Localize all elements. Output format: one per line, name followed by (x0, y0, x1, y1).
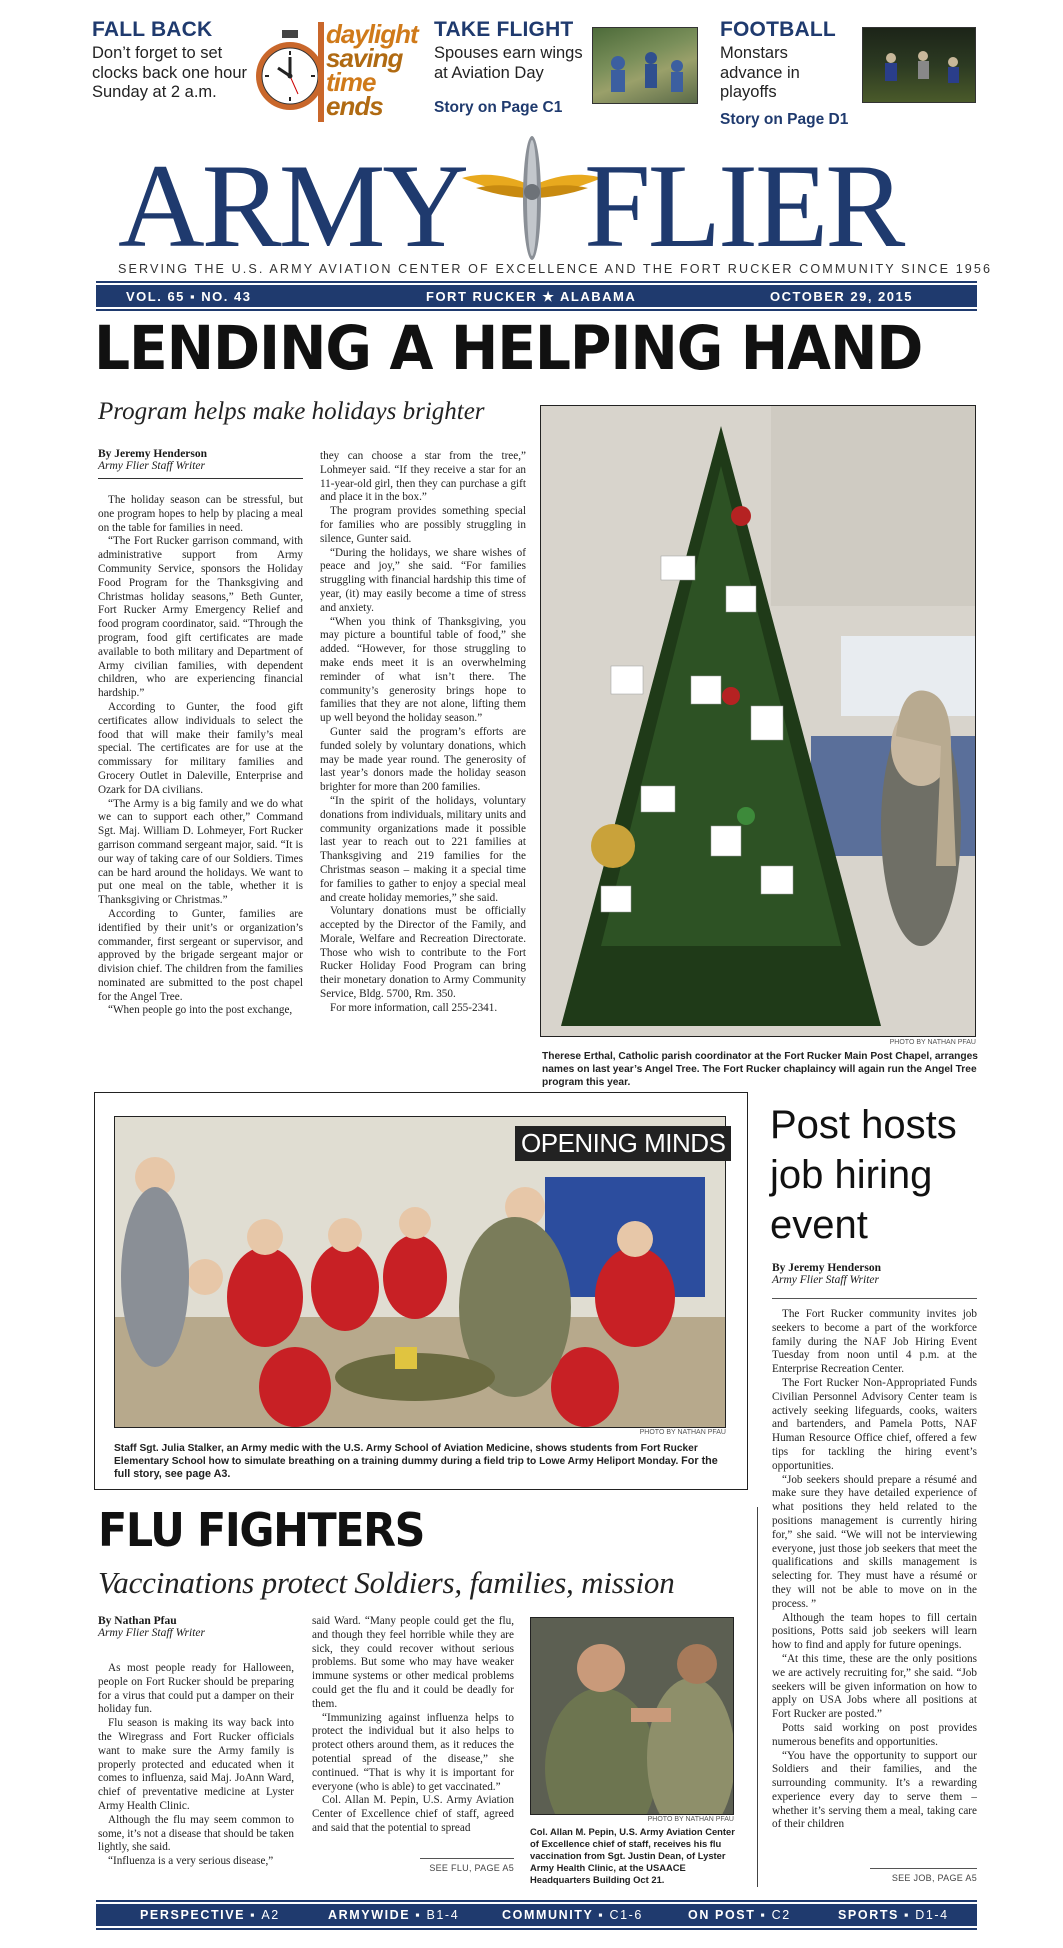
paragraph: The Fort Rucker community invites job seekers to become a part of the workforce family during the NAF Job Hiring Event Tuesday from noon until 4 p.m. at the Enterprise Recreation Center. (772, 1308, 977, 1376)
flu-column-2 (312, 1615, 514, 1855)
flu-deck: Vaccinations protect Soldiers, families, mission (98, 1565, 675, 1600)
index-item-on-post[interactable]: ON POST ▪ C2 (688, 1908, 791, 1922)
teaser-text: Spouses earn wings at Aviation Day (434, 44, 583, 82)
aviation-wings-propeller-icon (462, 134, 602, 262)
flu-shot-photo (530, 1617, 734, 1815)
job-byline: By Jeremy Henderson Army Flier Staff Writer (772, 1262, 882, 1286)
lead-column-1 (98, 494, 303, 1076)
flu-column-1 (98, 1662, 294, 1900)
issue-date: OCTOBER 29, 2015 (770, 289, 913, 304)
paragraph: “During the holidays, we share wishes of peace and joy,” she said. “For families struggling with financial hardship this time of year, (it) may easily become a time of stress and anxiety. (320, 546, 526, 614)
paragraph: said Ward. “Many people could get the flu, and though they feel horrible while they are sick, they could recover without serious problems. But some who may have weaker immune systems or other medical problems could get the flu and it could be deadly for them. (312, 1615, 514, 1710)
paragraph: Voluntary donations must be officially accepted by the Director of the Family, and Morale, Welfare and Recreation Directorate. Those who wish to contribute to the Fort Rucker Holiday Food Program can bring their monetary donation to Army Community Service, Bldg. 5700, Rm. 350. (320, 905, 526, 1001)
lead-byline: By Jeremy Henderson Army Flier Staff Writer (98, 448, 303, 479)
paragraph: Although the flu may seem common to some, it’s not a disease that should be taken lightly, she said. (98, 1813, 294, 1854)
opening-minds-label: OPENING MINDS (515, 1126, 731, 1161)
dst-line-daylight: daylight (326, 19, 418, 49)
masthead-army: ARMY (118, 139, 467, 272)
paragraph: “The Army is a big family and we do what we can to support each other,” Command Sgt. Maj. William D. Lohmeyer, Fort Rucker garrison command sergeant major, said. “It is our way of taking care of our Soldiers. Times can be hard around the holidays. We want to put one meal on the table, whether it is Thanksgiving or Christmas.” (98, 797, 303, 907)
masthead-tagline: SERVING THE U.S. ARMY AVIATION CENTER OF EXCELLENCE AND THE FORT RUCKER COMMUNITY SINCE 1956 (118, 262, 993, 276)
paragraph: “When people go into the post exchange, (108, 1004, 293, 1017)
flu-headline: FLU FIGHTERS (98, 1503, 425, 1557)
paragraph: Col. Allan M. Pepin, U.S. Army Aviation Center of Excellence chief of staff, agreed and said that the potential to spread (312, 1794, 514, 1834)
paragraph: According to Gunter, families are identified by their unit’s or organization’s commander, first sergeant or supervisor, and approved by the brigade sergeant major or division chief. The children from the families nominated are submitted to the post chapel for the Angel Tree. (98, 907, 303, 1003)
paragraph: they can choose a star from the tree,” Lohmeyer said. “If they receive a star for an 11-year-old girl, then they can purchase a gift and place it in the box.” (320, 450, 526, 504)
paragraph: For more information, call 255-2341. (330, 1001, 498, 1014)
photo-credit: PHOTO BY NATHAN PFAU (647, 1816, 734, 1823)
dst-clock-graphic (254, 19, 422, 124)
paragraph: “In the spirit of the holidays, voluntary donations from individuals, military units and community organizations made it possible last year to reach out to 221 families at Thanksgiving and 219 families for the Christmas season – making it a special time for families to gather to enjoy a special meal and create holiday memories,” she said. (320, 794, 526, 904)
teaser-photo-aviation (592, 27, 698, 104)
teaser-headline: FALL BACK (92, 18, 213, 41)
paragraph: “Job seekers should prepare a résumé and make sure they have detailed experience of what positions they held related to the positions management is currently hiring for,” she said. “We will not be interviewing everyone, just those job seekers that meet the qualifications and skills management is selecting for. They must have a résumé or they will not be able to move on in the process. ” (772, 1473, 977, 1610)
dst-line-ends: ends (326, 91, 383, 121)
angel-tree-photo (540, 405, 976, 1037)
lead-photo-caption: Therese Erthal, Catholic parish coordinator at the Fort Rucker Main Post Chapel, arranges names on last year’s Angel Tree. The Fort Rucker chaplaincy will again run the Angel Tree program this year. (542, 1051, 978, 1088)
dst-line-time: time (326, 67, 376, 97)
lead-deck: Program helps make holidays brighter (98, 398, 485, 425)
dst-line-saving: saving (326, 43, 403, 73)
paragraph: Potts said working on post provides numerous benefits and opportunities. (772, 1721, 977, 1748)
teaser-football[interactable] (720, 18, 860, 129)
section-index-bar (96, 1904, 977, 1926)
paragraph: “You have the opportunity to support our Soldiers and their families, and the surrounding community. It’s a rewarding experience every day to serve them – whether it’s serving them a meal, taking care of their children (772, 1749, 977, 1831)
opening-minds-photo (114, 1116, 726, 1428)
paragraph: The program provides something special for families who are possibly struggling in silence, Gunter said. (320, 505, 526, 545)
paragraph: “At this time, these are the only positions we are actively recruiting for,” she said. “Job seekers will be given information on how to apply on USA Jobs where all positions at Fort Rucker are posted.” (772, 1652, 977, 1721)
index-item-perspective[interactable]: PERSPECTIVE ▪ A2 (140, 1908, 280, 1922)
flu-jump-link[interactable]: SEE FLU, PAGE A5 (429, 1863, 514, 1873)
clock-icon (254, 30, 326, 114)
paragraph: As most people ready for Halloween, people on Fort Rucker should be preparing for a virus that could put a damper on their holiday fun. (98, 1662, 294, 1716)
paragraph: “When you think of Thanksgiving, you may picture a bountiful table of food,” she added. “However, for those struggling to make ends meet it is an overwhelming reminder of what isn’t there. The community’s generosity brings hope to families that they are not alone, lifting them up well beyond the holiday season.” (320, 615, 526, 725)
issue-location: FORT RUCKER ★ ALABAMA (426, 289, 637, 304)
teaser-text: Monstars advance in playoffs (720, 44, 800, 101)
teaser-page-link[interactable]: Story on Page D1 (720, 110, 849, 128)
flu-byline: By Nathan Pfau Army Flier Staff Writer (98, 1615, 206, 1639)
teaser-page-link[interactable]: Story on Page C1 (434, 99, 563, 116)
flu-photo-caption: Col. Allan M. Pepin, U.S. Army Aviation Center of Excellence chief of staff, receives his flu vaccination from Sgt. Justin Dean, of Lyster Army Health Clinic, at the USAACE Headquarters Building Oct 21. (530, 1826, 735, 1885)
teaser-headline: FOOTBALL (720, 18, 836, 41)
index-item-armywide[interactable]: ARMYWIDE ▪ B1-4 (328, 1908, 460, 1922)
paragraph: The Fort Rucker Non-Appropriated Funds Civilian Personnel Advisory Center team is actively seeking lifeguards, cooks, waiters and bartenders, and Pamela Potts, NAF Human Resource Office chief, offered a few tips for tackling the hiring event’s opportunities. (772, 1376, 977, 1472)
masthead-flier: FLIER (584, 139, 903, 272)
paragraph: According to Gunter, the food gift certificates allow individuals to select the food that will make their family’s meal special. The certificates are for use at the commissary for military families and Grocery Outlet in Daleville, Enterprise and Ozark for DA civilians. (98, 700, 303, 796)
photo-credit: PHOTO BY NATHAN PFAU (639, 1429, 726, 1436)
teaser-take-flight[interactable] (434, 18, 584, 117)
paragraph: Flu season is making its way back into the Wiregrass and Fort Rucker officials want to make sure the Army family is properly protected and educated when it comes to influenza, said Maj. JoAnn Ward, chief of preventative medicine at Lyster Army Health Clinic. (98, 1717, 294, 1812)
paragraph: Although the team hopes to fill certain positions, Potts said job seekers will learn how to find and apply for future openings. (772, 1611, 977, 1652)
paragraph: The holiday season can be stressful, but one program hopes to help by placing a meal on the table for families in need. (98, 494, 303, 534)
teaser-photo-football (862, 27, 976, 103)
issue-volume: VOL. 65 ▪ NO. 43 (126, 289, 252, 304)
index-item-community[interactable]: COMMUNITY ▪ C1-6 (502, 1908, 643, 1922)
paragraph: “The Fort Rucker garrison command, with administrative support from Army Community Service, sponsors the Holiday Food Program for the Thanksgiving and Christmas holiday seasons,” Beth Gunter, Fort Rucker Army Emergency Relief and food program coordinator, said. “Through the program, food gift certificates are made available to both military and Department of Army civilian families, with dependent children, who are experiencing financial hardship.” (98, 535, 303, 700)
photo-credit: PHOTO BY NATHAN PFAU (889, 1039, 976, 1046)
lead-headline: LENDING A HELPING HAND (94, 313, 923, 384)
caption-story-link[interactable]: For the full story, see page A3. (114, 1455, 718, 1480)
opening-minds-caption: Staff Sgt. Julia Stalker, an Army medic with the U.S. Army School of Aviation Medicine, shows students from Fort Rucker Elementary School how to simulate breathing on a training dummy during a field trip to Lowe Army Heliport Monday. For the full story, see page A3. (114, 1443, 718, 1480)
paragraph: “Immunizing against influenza helps to protect the individual but it also helps to protect others around them, as it reduces the potential spread of the disease,” she continued. “That is why it is important for everyone (who is able) to get vaccinated.” (312, 1711, 514, 1793)
job-column (772, 1308, 977, 1864)
teaser-headline: TAKE FLIGHT (434, 18, 574, 41)
index-item-sports[interactable]: SPORTS ▪ D1-4 (838, 1908, 949, 1922)
teaser-text: Don’t forget to set clocks back one hour Sunday at 2 a.m. (92, 44, 248, 101)
paragraph: “Influenza is a very serious disease,” (108, 1855, 274, 1868)
paragraph: Gunter said the program’s efforts are funded solely by voluntary donations, which may be made year round. The generosity of last year’s donors made the holiday season brighter for more than 200 families. (320, 725, 526, 794)
job-jump-link[interactable]: SEE JOB, PAGE A5 (891, 1873, 977, 1883)
teaser-fall-back[interactable] (92, 18, 252, 103)
job-headline: Post hosts job hiring event (770, 1103, 957, 1247)
lead-column-2 (320, 450, 526, 1076)
issue-info-bar (96, 285, 977, 307)
